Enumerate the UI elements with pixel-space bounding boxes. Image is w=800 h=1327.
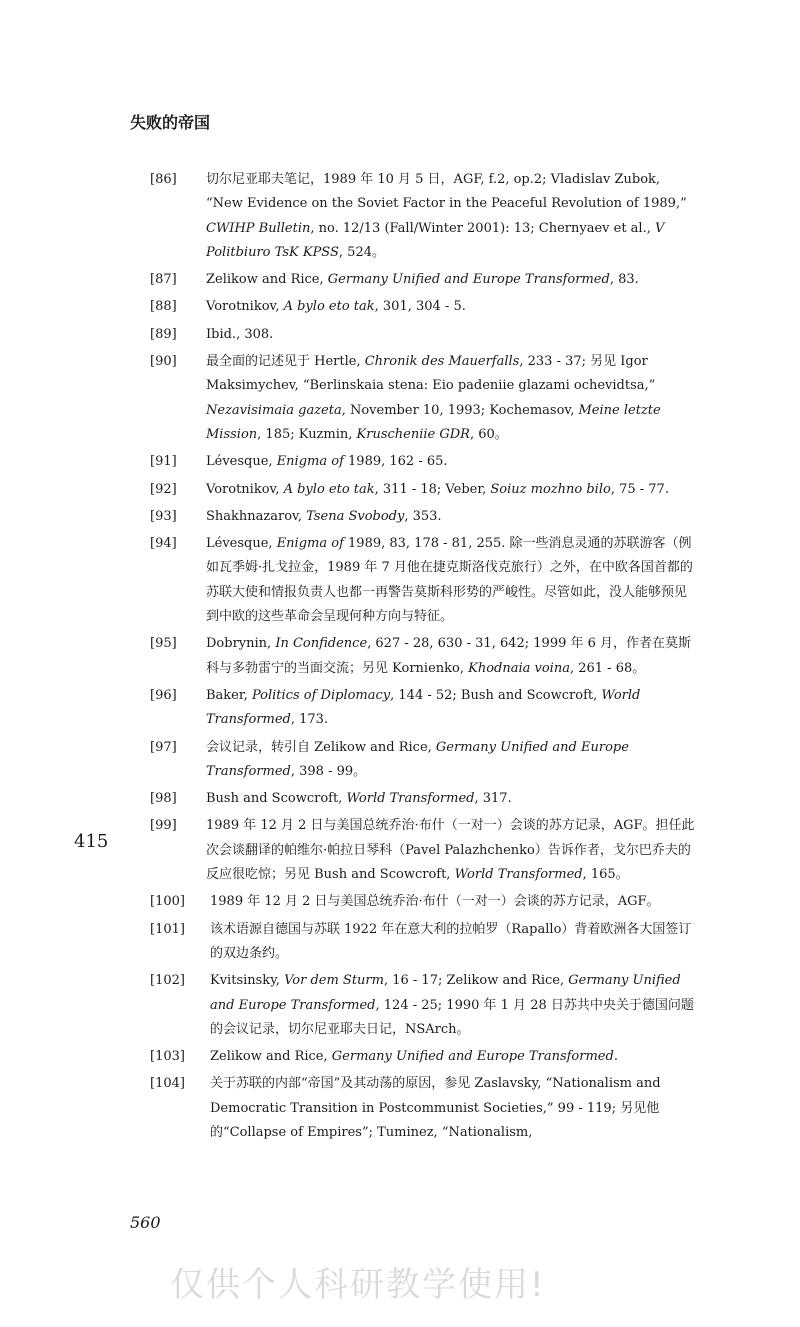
endnote-text: 该术语源自德国与苏联 1922 年在意大利的拉帕罗（Rapallo）背着欧洲各大国签订的双边条约。 bbox=[210, 921, 692, 961]
endnote-item bbox=[150, 969, 695, 1042]
endnote-number: [86] bbox=[150, 172, 177, 187]
endnote-item bbox=[150, 632, 695, 681]
endnote-item bbox=[150, 478, 695, 502]
endnote-title-italic: Germany Unified and Europe Transformed bbox=[331, 1049, 614, 1065]
endnote-text: , 301, 304 - 5. bbox=[374, 299, 466, 315]
endnote-text: , 173. bbox=[290, 712, 329, 728]
endnote-title-italic: Tsena Svobody bbox=[306, 508, 405, 524]
endnote-text: , 627 - 28, 630 - 31, 642; 1999 年 6 月，作者在莫斯科与多勃雷宁的当面交流；另见 Kornienko, bbox=[206, 636, 692, 676]
endnote-text: 关于苏联的内部“帝国”及其动荡的原因，参见 Zaslavsky, “Nationalism and Democratic Transition in Postcommunist Societies,” 99 - 119; 另见他的“Collapse of Empires”; Tuminez, “Nationalism, bbox=[210, 1076, 661, 1140]
watermark: 仅供个人科研教学使用! bbox=[170, 1265, 546, 1305]
endnote-title-italic: CWIHP Bulletin bbox=[206, 220, 311, 236]
endnote-item bbox=[150, 168, 695, 265]
endnote-text: , no. 12/13 (Fall/Winter 2001): 13; Chernyaev et al., bbox=[310, 220, 655, 236]
endnote-text: Zelikow and Rice, bbox=[210, 1049, 332, 1065]
endnote-text: 最全面的记述见于 Hertle, bbox=[206, 354, 365, 370]
endnote-text: 1989 年 12 月 2 日与美国总统乔治·布什（一对一）会谈的苏方记录，AGF。 bbox=[210, 894, 660, 910]
endnote-text: , 317. bbox=[474, 791, 512, 807]
endnote-title-italic: Meine letzte Mission bbox=[206, 402, 661, 442]
endnote-text: Vorotnikov, bbox=[206, 299, 284, 315]
endnote-text: Lévesque, bbox=[206, 454, 277, 470]
endnote-number: [98] bbox=[150, 791, 177, 807]
endnote-item bbox=[150, 350, 695, 447]
endnote-number: [94] bbox=[150, 536, 177, 552]
endnote-text: Lévesque, bbox=[206, 536, 277, 552]
endnote-title-italic: Chronik des Mauerfalls bbox=[364, 354, 520, 370]
endnote-number: [87] bbox=[150, 272, 177, 288]
endnote-item bbox=[150, 268, 695, 292]
endnote-title-italic: Germany Unified and Europe Transformed bbox=[210, 973, 681, 1013]
endnote-number: [90] bbox=[150, 354, 177, 370]
endnote-text: , 185; Kuzmin, bbox=[257, 426, 357, 442]
endnote-text: , 398 - 99。 bbox=[290, 763, 367, 779]
endnote-text: , 261 - 68。 bbox=[569, 660, 646, 676]
endnote-item bbox=[150, 1072, 695, 1145]
endnote-item bbox=[150, 684, 695, 733]
endnote-text: , 144 - 52; Bush and Scowcroft, bbox=[390, 687, 602, 703]
endnote-text: Dobrynin, bbox=[206, 636, 276, 652]
endnote-title-italic: World Transformed bbox=[454, 867, 583, 883]
endnote-number: [91] bbox=[150, 454, 177, 470]
endnote-text: Vorotnikov, bbox=[206, 481, 284, 497]
endnote-number: [104] bbox=[150, 1076, 185, 1092]
endnote-title-italic: Enigma of bbox=[276, 454, 344, 470]
endnote-title-italic: Germany Unified and Europe Transformed bbox=[206, 739, 629, 779]
endnote-text: , 524。 bbox=[338, 244, 385, 260]
endnote-item bbox=[150, 918, 695, 967]
endnote-number: [92] bbox=[150, 481, 177, 497]
endnote-text: , 60。 bbox=[469, 426, 508, 442]
endnote-text: 1989, 83, 178 - 81, 255. 除一些消息灵通的苏联游客（例如瓦季姆·扎戈拉金，1989 年 7 月他在捷克斯洛伐克旅行）之外，在中欧各国首都的苏联大使和情报负责人也都一再警告莫斯科形势的严峻性。尽管如此，没人能够预见到中欧的这些革命会呈现何种方向与特征。 bbox=[206, 536, 693, 625]
endnote-title-italic: Germany Unified and Europe Transformed bbox=[327, 272, 610, 288]
endnote-text: Shakhnazarov, bbox=[206, 508, 307, 524]
endnote-text: Bush and Scowcroft, bbox=[206, 791, 347, 807]
endnote-text: , 75 - 77. bbox=[610, 481, 669, 497]
endnote-item bbox=[150, 450, 695, 474]
endnote-text: 1989, 162 - 65. bbox=[343, 454, 448, 470]
endnote-text: Ibid., 308. bbox=[206, 326, 274, 342]
endnote-text: , 353. bbox=[404, 508, 442, 524]
endnote-text: , 165。 bbox=[582, 867, 629, 883]
endnote-text: , 16 - 17; Zelikow and Rice, bbox=[383, 973, 569, 989]
endnote-title-italic: Kruscheniie GDR bbox=[356, 426, 470, 442]
endnote-item bbox=[150, 532, 695, 629]
endnote-item bbox=[150, 814, 695, 887]
endnote-text: , 233 - 37; 另见 Igor Maksimychev, “Berlinskaia stena: Eio padeniie glazami ochevidtsa,” bbox=[206, 354, 656, 394]
endnote-number: [96] bbox=[150, 687, 177, 703]
endnote-text: , 311 - 18; Veber, bbox=[374, 481, 491, 497]
endnote-item bbox=[150, 295, 695, 319]
endnote-number: [99] bbox=[150, 818, 177, 834]
endnote-number: [102] bbox=[150, 973, 185, 989]
endnotes-list bbox=[150, 168, 695, 1148]
endnote-number: [100] bbox=[150, 894, 185, 910]
endnote-text: Zelikow and Rice, bbox=[206, 272, 328, 288]
endnote-item bbox=[150, 736, 695, 785]
endnote-title-italic: Nezavisimaia gazeta bbox=[206, 402, 342, 418]
endnote-number: [89] bbox=[150, 326, 177, 342]
endnote-text: , 83. bbox=[609, 272, 639, 288]
endnote-number: [103] bbox=[150, 1049, 185, 1065]
endnote-text: 会议记录，转引自 Zelikow and Rice, bbox=[206, 739, 436, 755]
endnote-item bbox=[150, 323, 695, 347]
endnote-number: [97] bbox=[150, 739, 177, 755]
page-number: 560 bbox=[130, 1213, 161, 1232]
endnote-number: [93] bbox=[150, 508, 177, 524]
endnote-item bbox=[150, 1045, 695, 1069]
endnote-title-italic: V Politbiuro TsK KPSS bbox=[206, 220, 665, 260]
endnote-title-italic: World Transformed bbox=[346, 791, 475, 807]
endnote-text: , 124 - 25; 1990 年 1 月 28 日苏共中央关于德国问题的会议记录，切尔尼亚耶夫日记，NSArch。 bbox=[210, 997, 694, 1037]
endnote-number: [95] bbox=[150, 636, 177, 652]
endnote-title-italic: Soiuz mozhno bilo bbox=[490, 481, 611, 497]
endnote-text: 1989 年 12 月 2 日与美国总统乔治·布什（一对一）会谈的苏方记录，AGF。担任此次会谈翻译的帕维尔·帕拉日琴科（Pavel Palazhchenko）告诉作者，戈尔巴乔夫的反应很吃惊；另见 Bush and Scowcroft, bbox=[206, 818, 695, 883]
endnote-item bbox=[150, 890, 695, 914]
endnote-text: 切尔尼亚耶夫笔记，1989 年 10 月 5 日，AGF, f.2, op.2; Vladislav Zubok, “New Evidence on the Soviet Factor in the Peaceful Revolution of 1989,” bbox=[206, 172, 687, 212]
endnote-text: . bbox=[613, 1049, 618, 1065]
running-header: 失败的帝国 bbox=[130, 113, 211, 132]
endnote-number: [101] bbox=[150, 921, 185, 937]
endnote-text: Kvitsinsky, bbox=[210, 973, 285, 989]
endnote-title-italic: Vor dem Sturm bbox=[284, 973, 384, 989]
endnote-item bbox=[150, 787, 695, 811]
endnote-title-italic: Politics of Diplomacy bbox=[251, 687, 391, 703]
endnote-title-italic: Enigma of bbox=[276, 536, 344, 552]
endnote-title-italic: World Transformed bbox=[206, 687, 641, 728]
endnote-title-italic: A bylo eto tak bbox=[283, 299, 375, 315]
margin-page-reference: 415 bbox=[74, 831, 109, 852]
endnote-title-italic: In Confidence bbox=[275, 636, 368, 652]
endnote-title-italic: A bylo eto tak bbox=[283, 481, 375, 497]
endnote-text: , November 10, 1993; Kochemasov, bbox=[341, 402, 579, 418]
endnote-text: Baker, bbox=[206, 687, 252, 703]
endnote-title-italic: Khodnaia voina bbox=[468, 660, 570, 676]
endnote-number: [88] bbox=[150, 299, 177, 315]
endnote-item bbox=[150, 505, 695, 529]
